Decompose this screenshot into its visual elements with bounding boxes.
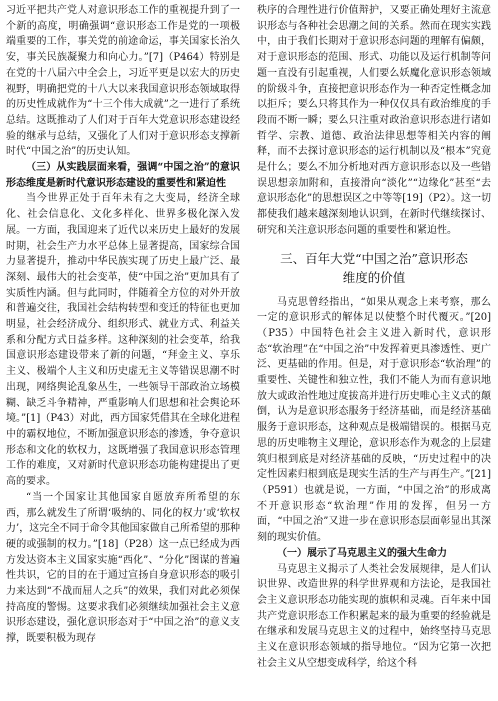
section-title-line: 维度的价值 bbox=[342, 269, 406, 285]
paragraph: 习近平把共产党人对意识形态工作的重视提升到了一个新的高度，明确强调“意识形态工作是党的一项极端重要的工作，事关党的前途命运，事关国家长治久安，事关民族凝聚力和向心力。”[7]（P464）特别是在党的十八届六中全会上，习近平更是以宏大的历史视野，明确把党的十八大以来我国意识形态领域取得的历史性成就作为“十三个伟大成就”之一进行了系统总结。这既推动了人们对于百年大党意识形态建设经验的继承与总结，又强化了人们对于意识形态支撑新时代“中国之治”的历史认知。 bbox=[6, 5, 240, 158]
paragraph: 马克思曾经指出，“如果从观念上来考察，那么一定的意识形式的解体足以使整个时代覆灭。”[20]（P35）中国特色社会主义进入新时代，意识形态“软治理”在“中国之治”中发挥着更具渗透性、更广泛、更基础的作用。但是，对于意识形态“软治理”的重要性、关键性和独立性，我们不能人为而有意识地放大或政治性地过度拔高并进行历史唯心主义式的颠倒，认为是意识形态服务于经济基础，而是经济基础服务于意识形态，这种观点是极端错误的。根据马克思的历史唯物主义理论，意识形态作为观念的上层建筑归根到底是对经济基础的反映，“历史过程中的决定性因素归根到底是现实生活的生产与再生产。”[21]（P591）也就是说，一方面，“中国之治”的形成离不开意识形态“软治理”作用的发挥，但另一方面，“中国之治”又进一步在意识形态层面彰显出其深刻的现实价值。 bbox=[257, 296, 491, 544]
right-column bbox=[257, 3, 491, 671]
subsection-heading: （一）展示了马克思主义的强大生命力 bbox=[277, 547, 447, 559]
paragraph: 秩序的合理性进行价值辩护，又要正确处理好主流意识形态与各种社会思潮之间的关系。然而在现实实践中，由于我们长期对于意识形态问题的理解有偏颇，对于意识形态的范围、形式、功能以及运行机制等问题一直没有引起重视，人们要么妖魔化意识形态领域的阶级斗争，直接把意识形态作为一种否定性概念加以拒斥；要么只将其作为一种仅仅具有政治维度的手段而不断一瞬；要么只注重对政治意识形态进行诸如哲学、宗教、道德、政治法律思想等相关内容的阐释，而不去探讨意识形态的运行机制以及“根本”究竟是什么；要么不加分析地对西方意识形态以及一些错误思想亲加附和，直接滑向“淡化”“边缘化”甚至“去意识形态化”的思想误区之中等等[19]（P2）。这一切都使我们越来越深刻地认识到，在新时代继续探讨、研究和关注意识形态问题的重要性和紧迫性。 bbox=[257, 5, 491, 236]
left-column bbox=[6, 3, 240, 647]
paragraph: “当一个国家让其他国家自愿放弃所希望的东西，那么就发生了所谓‘吸纳的、同化的权力’或‘软权力’，这完全不同于命令其他国家做自己所希望的那种硬的或强制的权力。”[18]（P28）这一点已经成为西方发达资本主义国家实施“西化”、“分化”图谋的普遍性共识，它的目的在于通过宣扬自身意识形态的吸引力来达到“不战而屈人之兵”的效果，我们对此必须保持高度的警惕。这要求我们必须继续加强社会主义意识形态建设，强化意识形态对于“中国之治”的意义支撑，既要积极为现存 bbox=[6, 491, 240, 645]
paragraph: 马克思主义揭示了人类社会发展规律，是人们认识世界、改造世界的科学世界观和方法论，是我国社会主义意识形态功能实现的旗帜和灵魂。百年来中国共产党意识形态工作积累起来的最为重要的经验就是在继承和发展马克思主义的过程中，始终坚持马克思主义在意识形态领域的指导地位。“因为它第一次把社会主义从空想变成科学，给这个科 bbox=[257, 563, 491, 669]
subsection-heading: （三）从实践层面来看，强调“中国之治”的意识形态维度是新时代意识形态建设的重要性和紧迫性 bbox=[6, 162, 240, 189]
section-title-line: 三、百年大党“中国之治”意识形态 bbox=[280, 250, 468, 266]
paragraph: 当今世界正处于百年未有之大变局，经济全球化、社会信息化、文化多样化、世界多极化深入发展。一方面，我国迎来了近代以来历史上最好的发展时期，社会生产力水平总体上显著提高，国家综合国力显著提升，推动中华民族实现了历史上最广泛、最深刻、最伟大的社会变革，使“中国之治”更加具有了实质性内涵。但与此同时，伴随着全方位的对外开放和普遍交往，我国社会结构转型和变迁的特征也更加明显，社会经济成分、组织形式、就业方式、利益关系和分配方式日益多样。这种深刻的社会变革，给我国意识形态建设带来了新的问题，“拜金主义、享乐主义、极端个人主义和历史虚无主义等错误思潮不时出现，网络舆论乱象丛生，一些领导干部政治立场模糊、缺乏斗争精神，严重影响人们思想和社会舆论环境。”[1]（P43）对此，西方国家凭借其在全球化进程中的霸权地位，不断加强意识形态的渗透，争夺意识形态和文化的软权力，这既增强了我国意识形态管理工作的难度，又对新时代意识形态功能构建提出了更高的要求。 bbox=[6, 193, 240, 488]
section-title bbox=[257, 249, 491, 287]
